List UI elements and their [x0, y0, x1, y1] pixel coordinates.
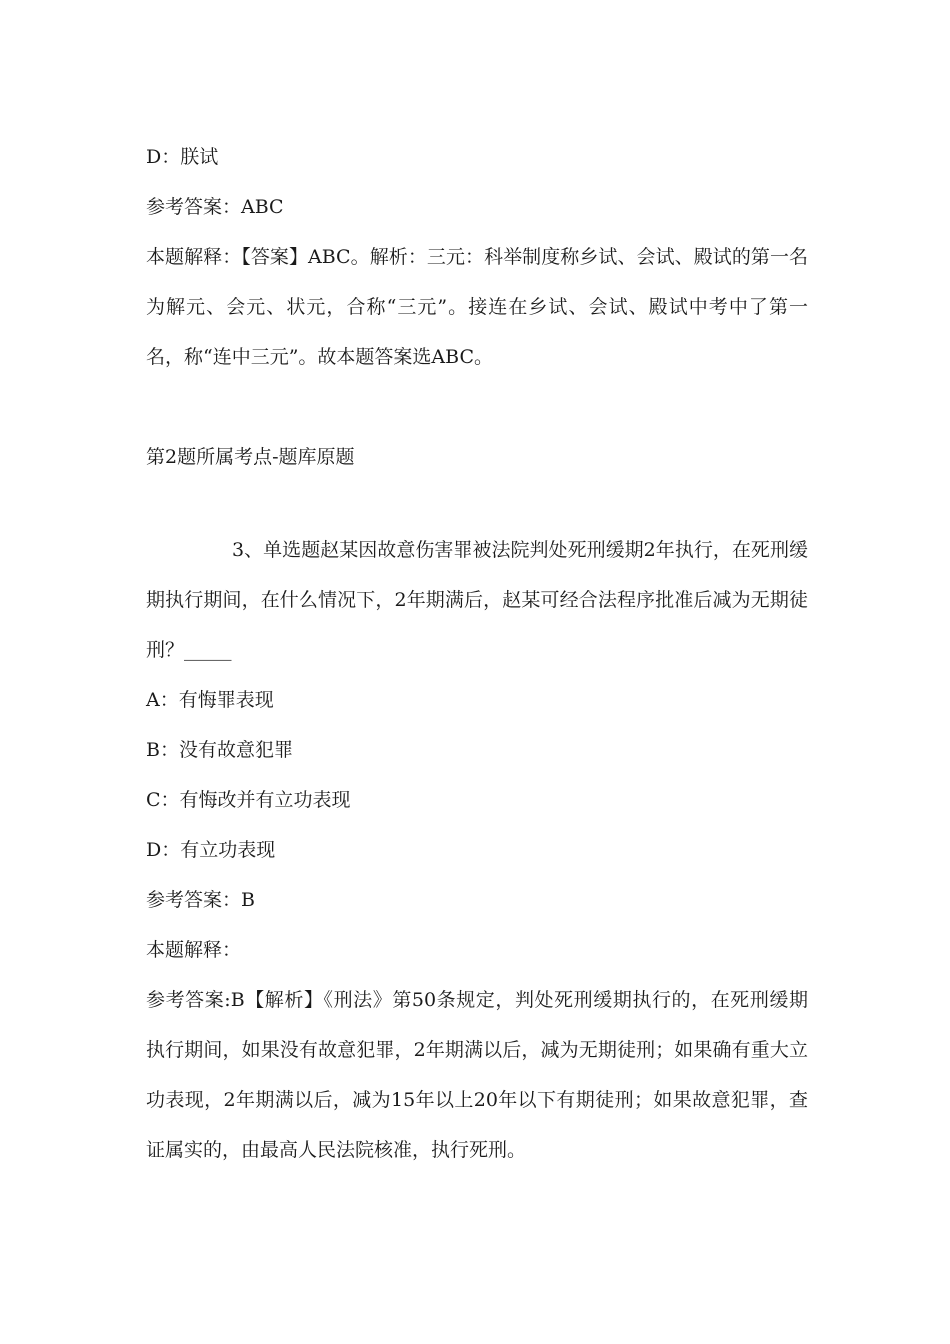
q3-option-b: B：没有故意犯罪 [146, 739, 293, 761]
section-gap [146, 382, 808, 432]
q2-source: 第2题所属考点-题库原题 [146, 446, 355, 468]
q3-answer: 参考答案：B [146, 889, 255, 911]
q3-option-a: A：有悔罪表现 [146, 689, 274, 711]
q2-answer: 参考答案：ABC [146, 196, 284, 218]
q2-explanation: 本题解释：【答案】ABC。解析：三元：科举制度称乡试、会试、殿试的第一名为解元、会元、状元，合称“三元”。接连在乡试、会试、殿试中考中了第一名，称“连中三元”。故本题答案选ABC。 [146, 246, 808, 368]
q2-option-d: D：朕试 [146, 146, 219, 168]
q3-option-c: C：有悔改并有立功表现 [146, 789, 351, 811]
q3-explanation-label: 本题解释： [146, 939, 242, 961]
q3-stem: 3、单选题赵某因故意伤害罪被法院判处死刑缓期2年执行，在死刑缓期执行期间，在什么情况下，2年期满后，赵某可经合法程序批准后减为无期徒刑？_____ [146, 539, 808, 661]
q3-explanation: 参考答案:B【解析】《刑法》第50条规定，判处死刑缓期执行的，在死刑缓期执行期间，如果没有故意犯罪，2年期满以后，减为无期徒刑；如果确有重大立功表现，2年期满以后，减为15年以上20年以下有期徒刑；如果故意犯罪，查证属实的，由最高人民法院核准，执行死刑。 [146, 989, 808, 1161]
q3-option-d: D：有立功表现 [146, 839, 276, 861]
page-content [146, 132, 808, 1175]
section-gap [146, 482, 808, 525]
